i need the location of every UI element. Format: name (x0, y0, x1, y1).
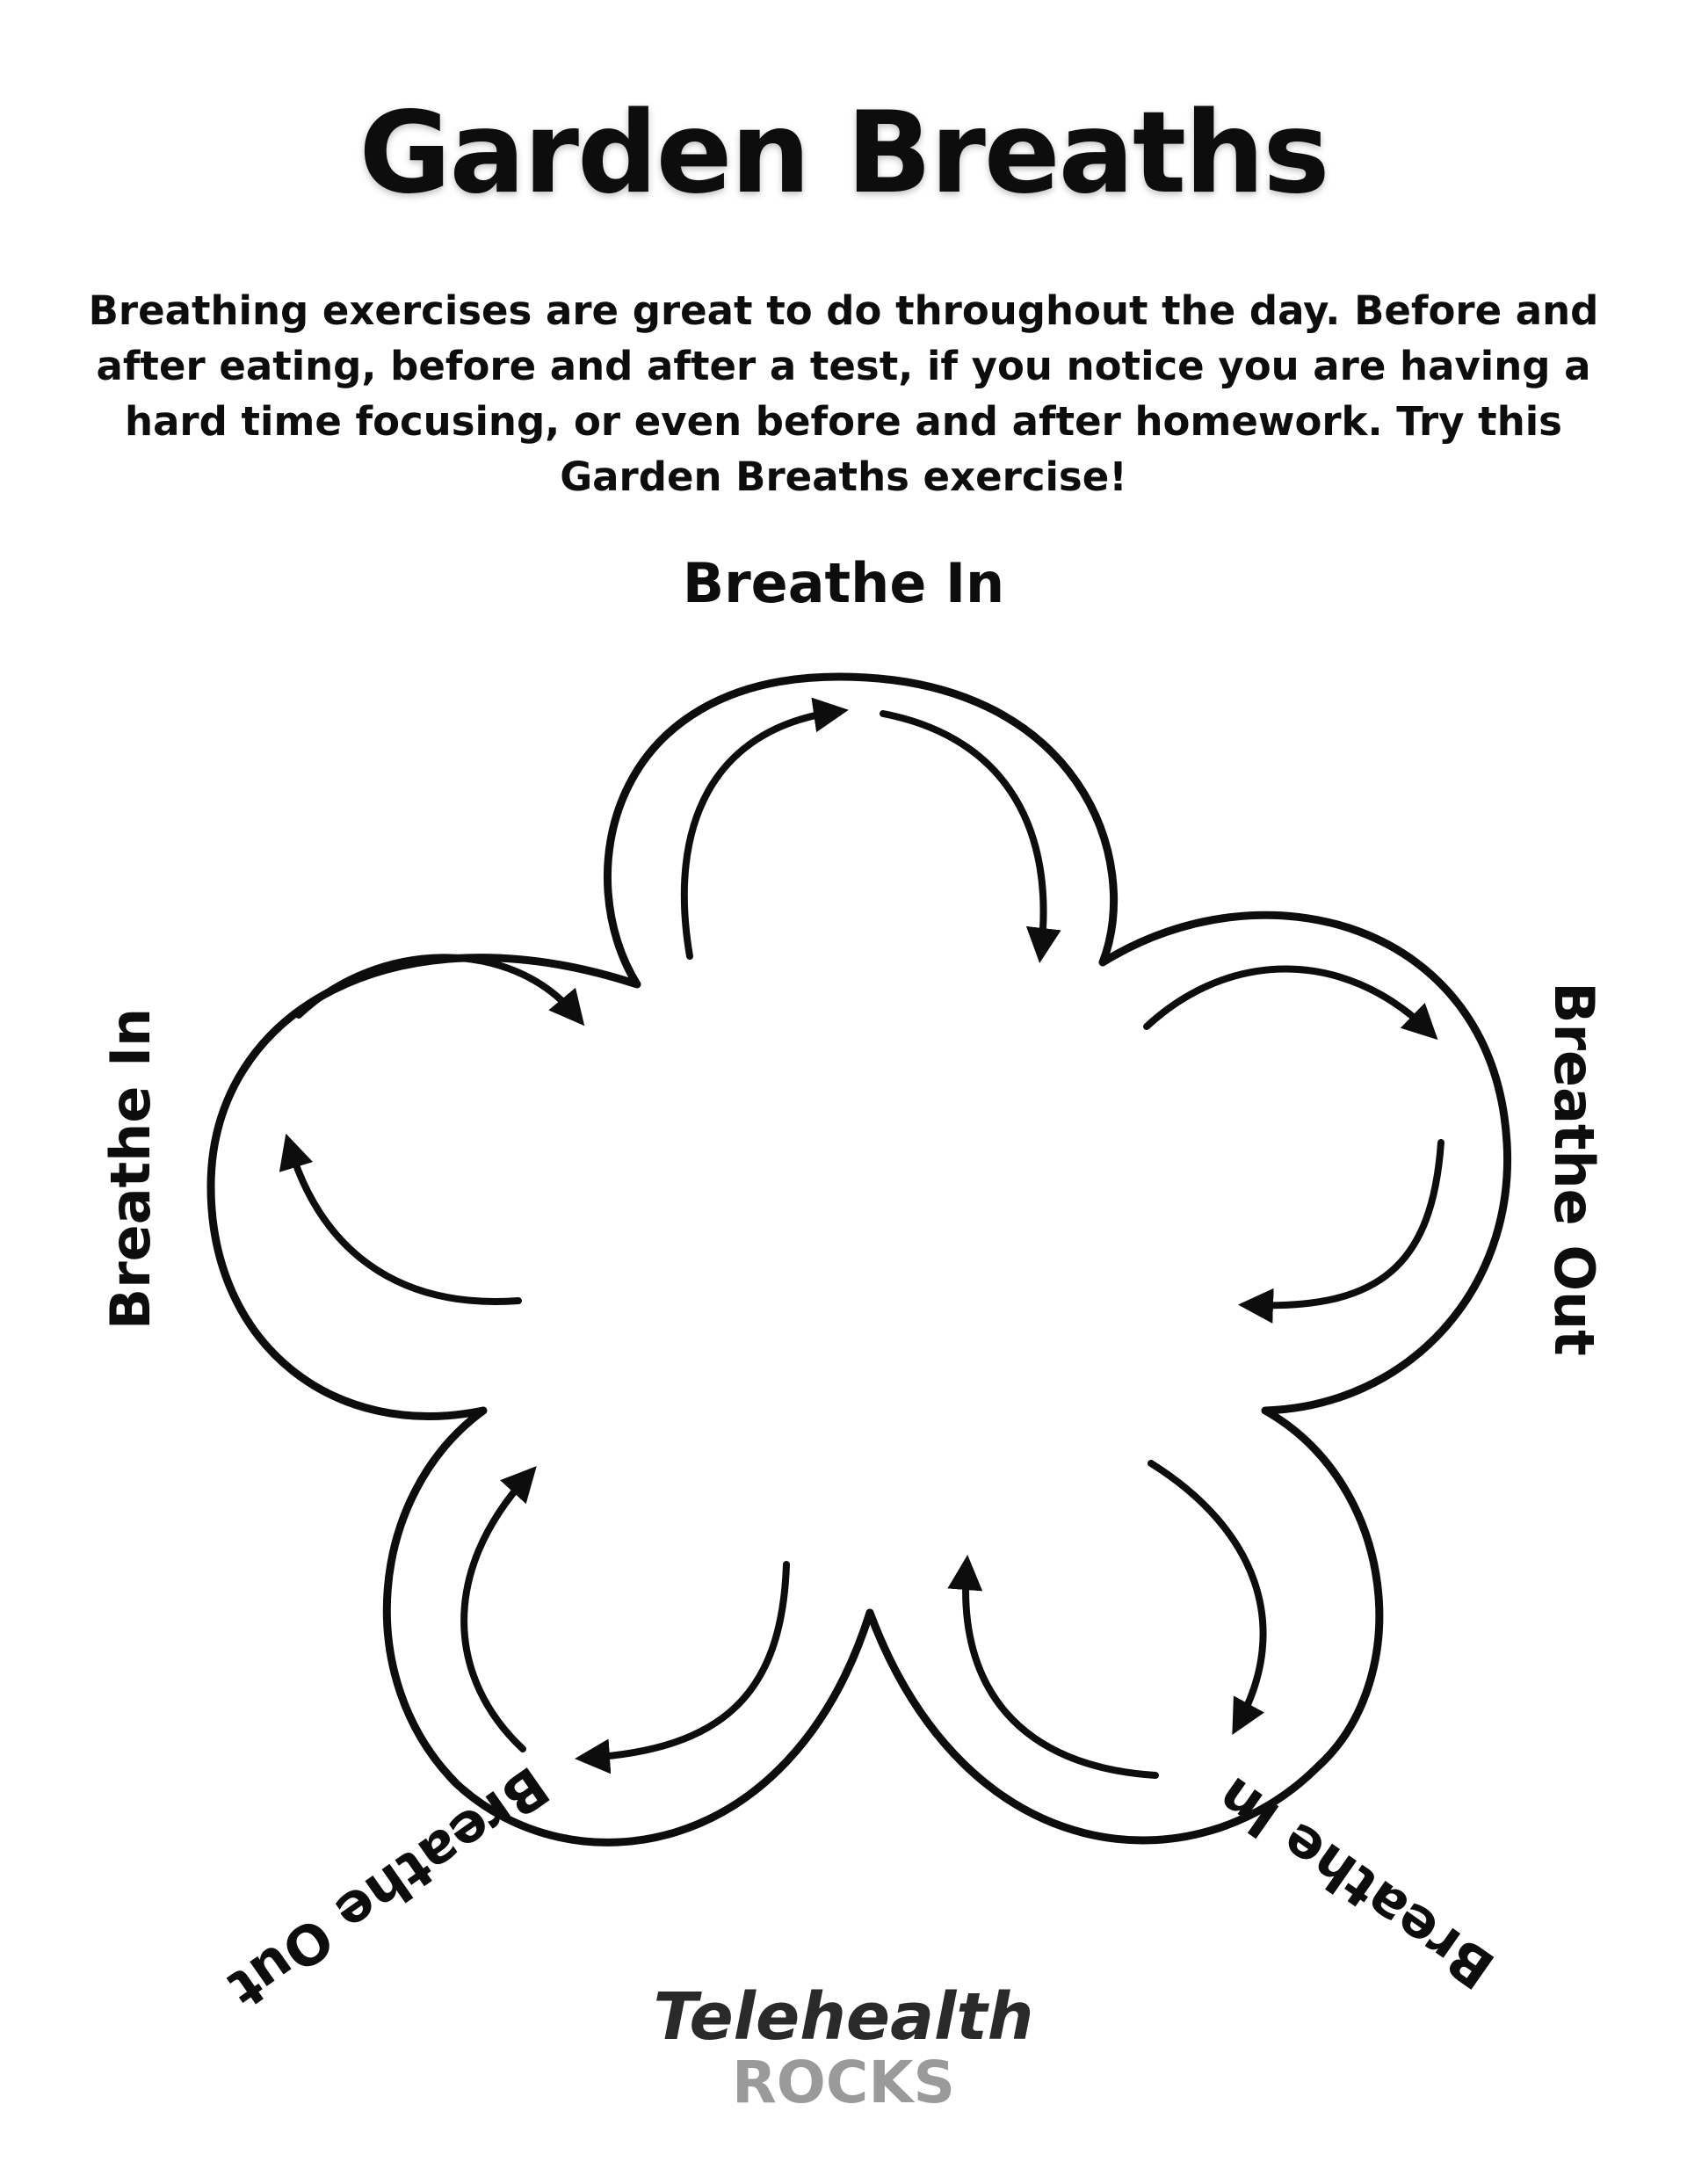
brand-name-line2: ROCKS (731, 2049, 956, 2116)
arrow-left-up (290, 1147, 518, 1302)
label-top: Breathe In (682, 551, 1005, 615)
arrow-top-down (883, 714, 1044, 949)
arrow-right-top (1147, 969, 1428, 1030)
arrow-bottom-left-up (464, 1477, 527, 1749)
flower-outline (211, 677, 1508, 1842)
brand-name-line1: Telehealth (653, 1979, 1034, 2055)
arrow-bottom-right-up (966, 1569, 1155, 1775)
arrow-bottom-left-down (589, 1564, 786, 1758)
arrow-left-top (299, 957, 576, 1015)
intro-paragraph: Breathing exercises are great to do throughout the day. Before and after eating, before and after a test, if you notice you are having a hard time focusing, or even before and after homework. Try this Garden Breaths exercise! (88, 287, 1599, 500)
brand-logo (0, 1979, 1687, 2116)
label-bottom-right: Breathe In (1205, 1764, 1506, 2002)
arrow-bottom-right-down (1151, 1463, 1263, 1723)
label-bottom-left: Breathe Out (217, 1753, 561, 2021)
label-right: Breathe Out (1542, 982, 1606, 1356)
label-left: Breathe In (98, 1007, 163, 1331)
arrow-right-down (1252, 1143, 1441, 1305)
arrow-top-up (684, 712, 835, 956)
page-title: Garden Breaths (358, 88, 1329, 219)
